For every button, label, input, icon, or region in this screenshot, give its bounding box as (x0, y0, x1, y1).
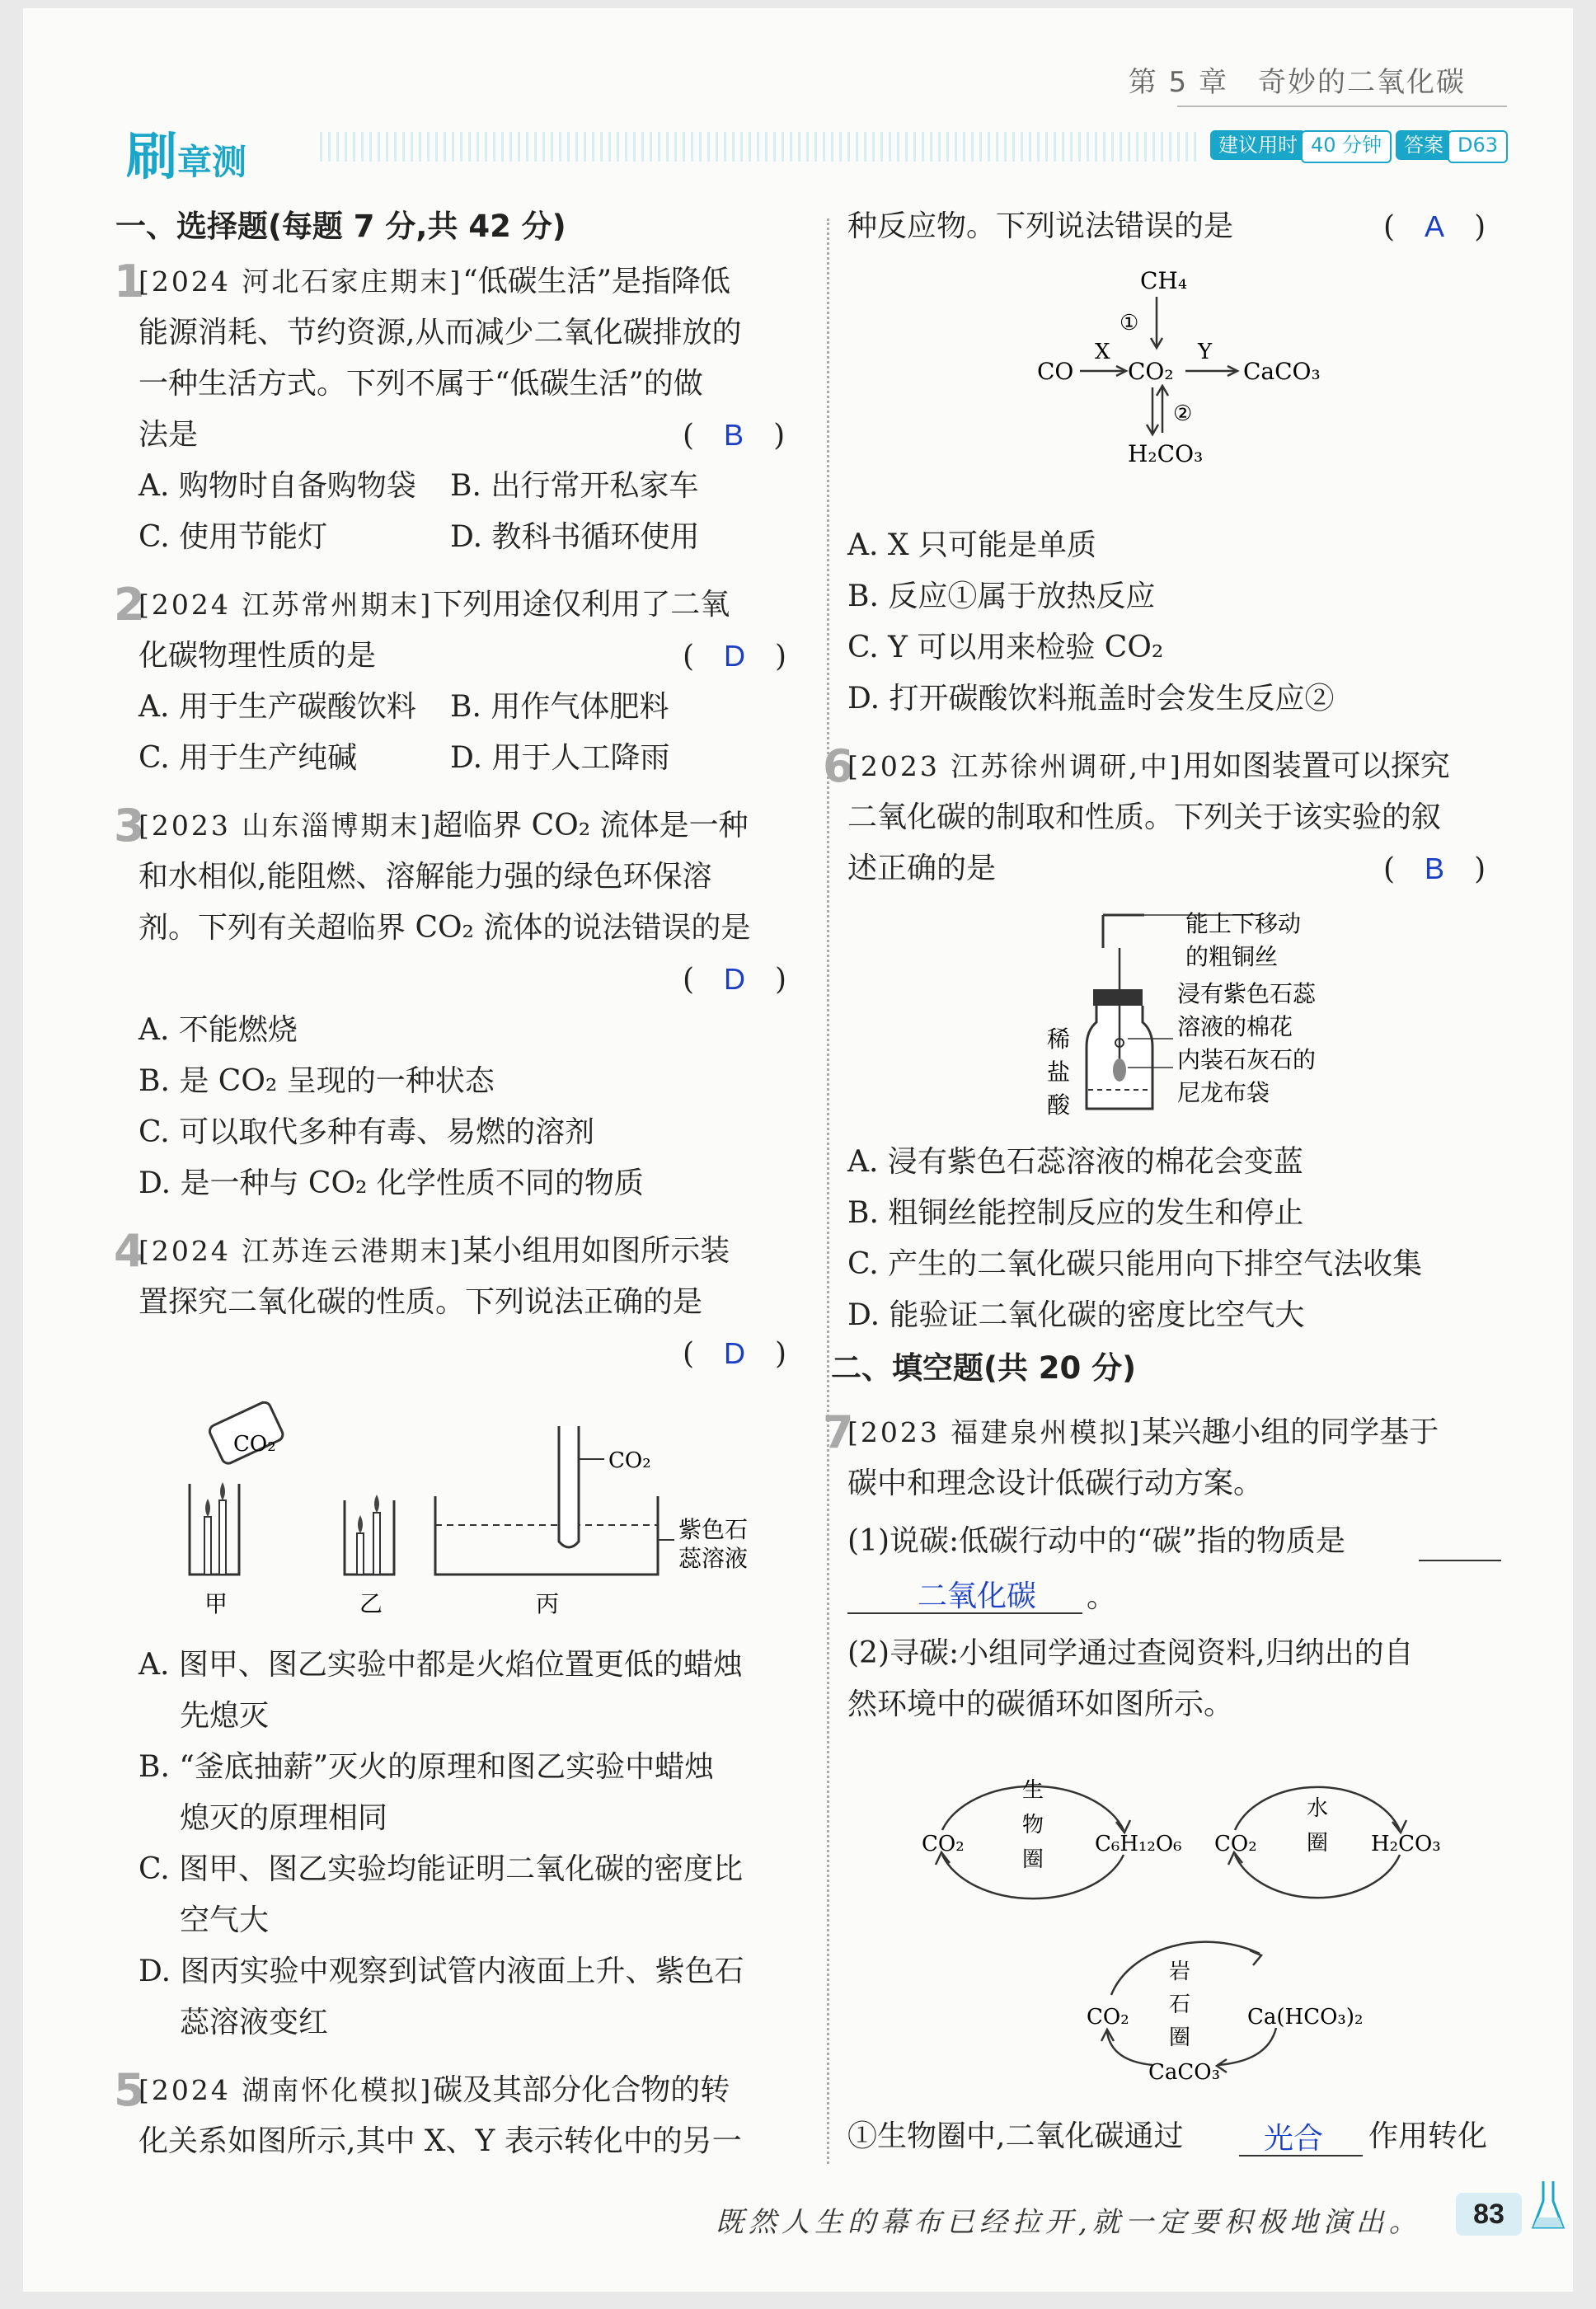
footer-quote: 既然人生的幕布已经拉开,就一定要积极地演出。 (716, 2206, 1422, 2239)
q2-option-b: B. 用作气体肥料 (450, 690, 669, 724)
fig-cyc-co2-2: CO₂ (1214, 1832, 1257, 1856)
fig-water-label-2: 圈 (1307, 1831, 1329, 1856)
fig-flame (220, 1482, 225, 1500)
q3-option-d: D. 是一种与 CO₂ 化学性质不同的物质 (138, 1166, 644, 1200)
q4-option-a-cont: 先熄灭 (180, 1699, 270, 1733)
q6-source: [2023 江苏徐州调研,中] (847, 750, 1183, 782)
q2-option-a: A. 用于生产碳酸饮料 (138, 690, 416, 724)
q6-text1: 用如图装置可以探究 (1182, 749, 1450, 783)
q7-p1-end: 。 (1087, 1580, 1117, 1614)
q7-p3-answer: 光合 (1264, 2122, 1324, 2156)
page-number: 83 (1456, 2193, 1522, 2236)
q4-line1 (138, 1235, 730, 1268)
fig-candle-low (357, 1533, 364, 1575)
fig-rock-label-1: 岩 (1169, 1959, 1191, 1984)
q6-text2: 二氧化碳的制取和性质。下列关于该实验的叙 (847, 800, 1442, 834)
fig-r1: ① (1120, 311, 1139, 336)
fig-candle-high (219, 1500, 226, 1575)
q4-number: 4 (114, 1225, 145, 1277)
q7-text1: 某兴趣小组的同学基于 (1142, 1415, 1439, 1449)
flask-icon (1530, 2176, 1566, 2234)
fig-r2: ② (1173, 401, 1193, 426)
q5-figure (1037, 256, 1383, 470)
q4-option-a: A. 图甲、图乙实验中都是火焰位置更低的蜡烛 (138, 1648, 743, 1682)
q6-number: 6 (823, 740, 854, 792)
q5-line1 (138, 2074, 730, 2107)
fig-candle-high (373, 1513, 380, 1575)
q4-option-d: D. 图丙实验中观察到试管内液面上升、紫色石 (138, 1955, 744, 1988)
q5-option-d: D. 打开碳酸饮料瓶盖时会发生反应② (847, 682, 1335, 716)
fig-bag-label-2: 尼龙布袋 (1177, 1079, 1270, 1106)
q3-line1 (138, 810, 749, 842)
q6-option-d: D. 能验证二氧化碳的密度比空气大 (847, 1298, 1305, 1332)
q3-option-b: B. 是 CO₂ 呈现的一种状态 (138, 1064, 495, 1098)
q2-text1: 下列用途仅利用了二氧 (433, 588, 730, 622)
q3-text2: 和水相似,能阻燃、溶解能力强的绿色环保溶 (138, 860, 712, 894)
q7-part3-b: 作用转化 (1368, 2119, 1488, 2153)
fig-flame (358, 1515, 363, 1533)
answer-label: 答案 (1396, 130, 1452, 160)
fig-bag-label-1: 内装石灰石的 (1177, 1046, 1317, 1073)
q3-source: [2023 山东淄博期末] (138, 810, 434, 842)
q6-line1 (847, 750, 1450, 783)
fig-cyc-h2co3: H₂CO₃ (1371, 1832, 1441, 1856)
q5-answer-box: ( A ) (1383, 209, 1486, 244)
fig-beaker-yi (345, 1500, 394, 1575)
q7-number: 7 (823, 1406, 854, 1458)
q6-option-b: B. 粗铜丝能控制反应的发生和停止 (847, 1196, 1304, 1230)
answer-page: D63 (1448, 130, 1508, 163)
q4-text1: 某小组用如图所示装 (462, 1234, 730, 1268)
fig-flame (205, 1499, 210, 1517)
brand-subtitle: 章测 (177, 142, 247, 182)
fig-label-jia: 甲 (204, 1590, 228, 1617)
fig-water-label-1: 水 (1307, 1796, 1329, 1821)
q1-line1 (138, 265, 730, 298)
q4-answer-box: ( D ) (683, 1336, 787, 1371)
fig-caco3: CaCO₃ (1243, 358, 1321, 385)
fig-trough (435, 1496, 658, 1575)
q1-option-a: A. 购物时自备购物袋 (138, 469, 416, 503)
q1-option-b: B. 出行常开私家车 (450, 469, 699, 503)
fig-bio-label-2: 物 (1022, 1813, 1044, 1837)
q2-option-d: D. 用于人工降雨 (450, 741, 670, 775)
fig-candle-low (204, 1517, 211, 1575)
q5-text3: 种反应物。下列说法错误的是 (847, 209, 1234, 243)
q4-text2: 置探究二氧化碳的性质。下列说法正确的是 (138, 1285, 703, 1319)
q7-line1 (847, 1416, 1439, 1449)
fig-rock-label-2: 石 (1169, 1992, 1191, 2017)
fig-ch4: CH₄ (1140, 267, 1188, 294)
time-value: 40 分钟 (1301, 130, 1392, 163)
q4-option-c-cont: 空气大 (180, 1903, 270, 1937)
q7-p1-answer: 二氧化碳 (918, 1579, 1037, 1613)
q3-number: 3 (114, 800, 145, 852)
fig-x: X (1095, 340, 1110, 364)
q2-answer-box: ( D ) (683, 639, 787, 673)
brand-logo (126, 115, 246, 189)
fig-acid-label-1: 稀 (1047, 1025, 1071, 1053)
chapter-rule (1177, 106, 1507, 107)
fig-rock-label-3: 圈 (1169, 2025, 1191, 2050)
fig-co2-label-b: CO₂ (608, 1448, 651, 1473)
q7-part3-a: ①生物圈中,二氧化碳通过 (847, 2119, 1184, 2153)
q6-answer-box: ( B ) (1383, 852, 1486, 886)
q1-text4: 法是 (138, 418, 199, 452)
fig-solution-label: 紫色石 (678, 1516, 749, 1543)
fig-wire-label-1: 能上下移动 (1185, 910, 1302, 937)
q1-answer-box: ( B ) (683, 418, 786, 453)
fig-flame (374, 1495, 379, 1513)
fig-bio-label-3: 圈 (1022, 1847, 1044, 1872)
fig-acid-label-2: 盐 (1047, 1058, 1071, 1086)
q4-option-d-cont: 蕊溶液变红 (180, 2006, 329, 2039)
q2-text2: 化碳物理性质的是 (138, 639, 377, 673)
fig-cyc-caco3: CaCO₃ (1148, 2060, 1221, 2085)
fig-rock-arc-right (1218, 2028, 1276, 2065)
section-1-title: 一、选择题(每题 7 分,共 42 分) (115, 209, 566, 244)
fig-wire-label-2: 的粗铜丝 (1185, 943, 1279, 970)
q3-option-c: C. 可以取代多种有毒、易燃的溶剂 (138, 1115, 595, 1149)
q7-part2-a: (2)寻碳:小组同学通过查阅资料,归纳出的自 (847, 1636, 1414, 1670)
q6-answer: B (1425, 852, 1445, 885)
q3-answer-box: ( D ) (683, 962, 787, 997)
fig-water-arc-bottom (1235, 1855, 1400, 1898)
q1-source: [2024 河北石家庄期末] (138, 265, 463, 298)
fig-h2co3: H₂CO₃ (1128, 440, 1204, 467)
fig-cyc-glucose: C₆H₁₂O₆ (1095, 1832, 1182, 1856)
section-2-title: 二、填空题(共 20 分) (831, 1350, 1137, 1386)
page (23, 8, 1573, 2292)
q7-text2: 碳中和理念设计低碳行动方案。 (847, 1467, 1264, 1500)
q1-text2: 能源消耗、节约资源,从而减少二氧化碳排放的 (138, 316, 742, 350)
fig-cyc-co2-3: CO₂ (1087, 2005, 1129, 2030)
q4-option-b-cont: 熄灭的原理相同 (180, 1801, 388, 1835)
q1-text1: “低碳生活”是指降低 (462, 265, 731, 298)
fig-nylon-bag (1113, 1058, 1126, 1082)
fig-acid-label-3: 酸 (1047, 1091, 1071, 1119)
time-label: 建议用时 (1210, 130, 1306, 160)
q4-option-c: C. 图甲、图乙实验均能证明二氧化碳的密度比 (138, 1852, 744, 1886)
q6-option-a: A. 浸有紫色石蕊溶液的棉花会变蓝 (847, 1145, 1303, 1179)
q7-part2-b: 然环境中的碳循环如图所示。 (847, 1687, 1234, 1721)
q5-option-b: B. 反应①属于放热反应 (847, 580, 1156, 613)
q5-source: [2024 湖南怀化模拟] (138, 2074, 434, 2106)
header-stripe (320, 132, 1202, 162)
q5-answer: A (1425, 209, 1445, 243)
q5-number: 5 (114, 2064, 145, 2116)
q3-text3: 剂。下列有关超临界 CO₂ 流体的说法错误的是 (138, 911, 751, 945)
fig-y: Y (1198, 340, 1213, 364)
fig-stopper (1093, 989, 1143, 1006)
q1-option-c: C. 使用节能灯 (138, 520, 328, 554)
q6-option-c: C. 产生的二氧化碳只能用向下排空气法收集 (847, 1247, 1423, 1281)
q2-option-c: C. 用于生产纯碱 (138, 741, 358, 775)
column-divider (827, 218, 829, 2164)
fig-co: CO (1037, 358, 1074, 385)
q4-source: [2024 江苏连云港期末] (138, 1235, 463, 1267)
q2-number: 2 (114, 579, 145, 631)
fig-co2: CO₂ (1128, 358, 1174, 385)
chapter-title: 第 5 章 奇妙的二氧化碳 (1128, 66, 1466, 99)
fig-co2-label-a: CO₂ (233, 1432, 276, 1457)
q1-text3: 一种生活方式。下列不属于“低碳生活”的做 (138, 367, 703, 401)
q2-source: [2024 江苏常州期末] (138, 589, 434, 621)
q3-option-a: A. 不能燃烧 (138, 1013, 298, 1047)
fig-rock-arc-left (1107, 2032, 1152, 2065)
q7-source: [2023 福建泉州模拟] (847, 1416, 1143, 1448)
fig-solution-label-2: 蕊溶液 (678, 1545, 749, 1572)
q2-answer: D (724, 639, 746, 673)
q1-option-d: D. 教科书循环使用 (450, 520, 700, 554)
q5-option-c: C. Y 可以用来检验 CO₂ (847, 631, 1164, 664)
q6-text3: 述正确的是 (847, 852, 997, 885)
q4-figure (155, 1401, 782, 1624)
q3-text1: 超临界 CO₂ 流体是一种 (433, 809, 749, 842)
q5-text1: 碳及其部分化合物的转 (433, 2073, 730, 2107)
fig-cyc-co2-1: CO₂ (922, 1832, 965, 1856)
q1-answer: B (724, 418, 744, 452)
brand-mark: 刷 (126, 126, 178, 186)
fig-bio-label-1: 生 (1022, 1778, 1044, 1803)
fig-test-tube (559, 1426, 579, 1547)
q7-part1: (1)说碳:低碳行动中的“碳”指的物质是 (847, 1524, 1345, 1558)
fig-cotton-label-1: 浸有紫色石蕊 (1177, 980, 1317, 1007)
q2-line1 (138, 589, 730, 622)
q1-number: 1 (114, 256, 145, 307)
q7-carbon-cycle (913, 1739, 1458, 2086)
q5-text2: 化关系如图所示,其中 X、Y 表示转化中的另一 (138, 2124, 742, 2158)
q4-option-b: B. “釜底抽薪”灭火的原理和图乙实验中蜡烛 (138, 1750, 715, 1784)
q4-answer: D (724, 1336, 746, 1370)
fig-label-bing: 丙 (536, 1590, 560, 1617)
fig-label-yi: 乙 (359, 1590, 383, 1617)
fig-cyc-cahco3: Ca(HCO₃)₂ (1247, 2005, 1364, 2030)
fig-cotton-label-2: 溶液的棉花 (1177, 1013, 1293, 1040)
q6-figure (1029, 899, 1416, 1129)
q5-option-a: A. X 只可能是单质 (847, 528, 1096, 562)
q3-answer: D (724, 962, 746, 996)
fig-beaker-jia (190, 1484, 239, 1575)
q7-p1-blank-a (1419, 1560, 1501, 1561)
